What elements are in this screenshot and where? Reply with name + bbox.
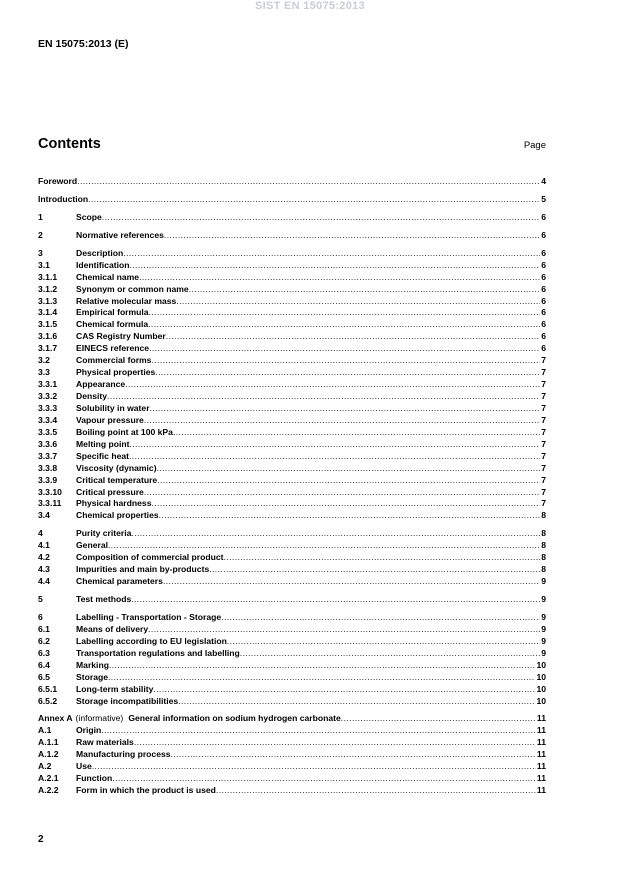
toc-entry-page: 6 <box>541 259 546 270</box>
toc-entry[interactable] <box>38 284 546 296</box>
toc-entry-number: 3.4 <box>38 510 50 521</box>
toc-entry-title: Boiling point at 100 kPa <box>76 426 173 437</box>
toc-entry-number: 3.3.1 <box>38 379 58 390</box>
toc-entry-number: 4.3 <box>38 564 50 575</box>
toc-entry[interactable] <box>38 260 546 272</box>
toc-entry-number: 4.4 <box>38 576 50 587</box>
toc-entry-title: Storage incompatibilities <box>76 695 179 706</box>
toc-entry-page: 6 <box>541 283 546 294</box>
toc-entry[interactable] <box>38 176 546 188</box>
toc-entry-number: 3.3.3 <box>38 402 58 413</box>
dot-leader <box>123 248 540 260</box>
dot-leader <box>176 296 540 308</box>
toc-entry-page: 5 <box>541 193 546 204</box>
toc-entry-number: 3.3 <box>38 367 50 378</box>
toc-entry-title: General <box>76 540 109 551</box>
dot-leader <box>163 576 540 588</box>
toc-entry-title: Density <box>76 391 108 401</box>
toc-entry-page: 7 <box>541 414 546 425</box>
toc-entry-page: 11 <box>536 785 546 796</box>
toc-entry-page: 7 <box>541 379 546 390</box>
dot-leader <box>129 451 540 463</box>
dot-leader <box>149 307 541 319</box>
toc-entry-title: Purity criteria <box>76 528 132 539</box>
toc-entry-page: 8 <box>541 540 546 551</box>
toc-entry-title: EINECS reference <box>76 343 150 354</box>
toc-entry[interactable] <box>38 594 546 606</box>
dot-leader <box>112 773 536 785</box>
dot-leader <box>144 415 540 427</box>
dot-leader <box>341 713 536 725</box>
toc-entry-number: A.2 <box>38 761 52 772</box>
toc-entry-title: Annex A <box>38 713 73 724</box>
toc-entry[interactable] <box>38 343 546 355</box>
dot-leader <box>77 176 540 188</box>
toc-entry-page: 7 <box>541 450 546 461</box>
toc-entry-page: 10 <box>536 671 546 682</box>
toc-entry-title: Synonym or common name <box>76 283 189 294</box>
toc-entry-title: Raw materials <box>76 737 134 748</box>
toc-entry-number: 6.3 <box>38 647 50 658</box>
toc-entry-number: 3.1.3 <box>38 295 58 306</box>
dot-leader <box>148 624 540 636</box>
toc-entry-number: A.2.1 <box>38 773 59 784</box>
toc-entry-page: 8 <box>541 528 546 539</box>
watermark: SIST EN 15075:2013 <box>255 0 365 12</box>
dot-leader <box>131 528 540 540</box>
toc-entry-title: Viscosity (dynamic) <box>76 462 157 473</box>
toc-entry[interactable] <box>38 660 546 672</box>
toc-entry-title: Origin <box>76 725 102 736</box>
toc-entry[interactable] <box>38 319 546 331</box>
toc-entry[interactable] <box>38 307 546 319</box>
toc-entry-number: 3.3.8 <box>38 462 58 473</box>
dot-leader <box>129 260 540 272</box>
document-id: EN 15075:2013 (E) <box>38 38 129 50</box>
toc-entry-page: 7 <box>541 367 546 378</box>
toc-entry-title: Transportation regulations and labelling <box>76 647 240 658</box>
dot-leader <box>131 594 540 606</box>
toc-entry-number: 6.5 <box>38 671 50 682</box>
toc-entry[interactable] <box>38 403 546 415</box>
toc-entry-title: Manufacturing process <box>76 749 171 760</box>
contents-heading: Contents <box>38 136 101 152</box>
toc-entry[interactable] <box>38 230 546 242</box>
dot-leader <box>102 212 540 224</box>
toc-entry-number: 5 <box>38 594 43 604</box>
toc-entry-page: 7 <box>541 355 546 366</box>
dot-leader <box>216 785 536 797</box>
toc-entry-number: A.2.2 <box>38 785 59 796</box>
toc-entry[interactable] <box>38 648 546 660</box>
toc-entry-page: 7 <box>541 498 546 509</box>
toc-entry[interactable] <box>38 212 546 224</box>
toc-entry-number: 3.2 <box>38 355 50 366</box>
toc-entry-number: 3.1.5 <box>38 319 58 330</box>
dot-leader <box>166 331 540 343</box>
toc-entry-title: Physical properties <box>76 367 156 378</box>
toc-entry-title: Chemical parameters <box>76 576 163 587</box>
dot-leader <box>159 510 541 522</box>
toc-entry-number: 3.1 <box>38 259 50 270</box>
toc-entry-page: 9 <box>541 623 546 634</box>
dot-leader <box>108 540 540 552</box>
dot-leader <box>88 194 540 206</box>
toc-entry-title: Introduction <box>38 193 89 204</box>
toc-entry-number: 6.5.1 <box>38 683 58 694</box>
toc-entry-page: 9 <box>541 594 546 604</box>
toc-entry[interactable] <box>38 272 546 284</box>
dot-leader <box>157 475 540 487</box>
toc-entry-number: 6 <box>38 611 43 622</box>
dot-leader <box>134 737 536 749</box>
toc-entry-page: 10 <box>536 695 546 706</box>
toc-entry-number: 3.1.6 <box>38 331 58 342</box>
toc-entry-title: Scope <box>76 211 102 222</box>
toc-entry-number: 6.4 <box>38 659 50 670</box>
toc-entry[interactable] <box>38 785 546 797</box>
toc-entry-title: Test methods <box>76 594 132 604</box>
dot-leader <box>150 403 541 415</box>
toc-entry[interactable] <box>38 498 546 510</box>
toc-entry-number: 3 <box>38 247 43 258</box>
toc-entry-page: 11 <box>536 737 546 748</box>
toc-entry[interactable] <box>38 194 546 206</box>
toc-entry-title: Labelling according to EU legislation <box>76 635 227 646</box>
toc-entry-title: Appearance <box>76 379 126 390</box>
toc-entry[interactable] <box>38 451 546 463</box>
toc-entry[interactable] <box>38 737 546 749</box>
toc-entry-number: 1 <box>38 211 43 222</box>
dot-leader <box>92 761 536 773</box>
toc-entry-title: Empirical formula <box>76 307 149 318</box>
toc-entry-title: Normative references <box>76 229 164 240</box>
toc-entry-number: 3.1.7 <box>38 343 58 354</box>
dot-leader <box>125 379 540 391</box>
toc-entry-page: 6 <box>541 295 546 306</box>
toc-entry-number: 3.3.4 <box>38 414 58 425</box>
toc-entry-page: 11 <box>536 773 546 784</box>
toc-entry[interactable] <box>38 331 546 343</box>
toc-entry-title: Vapour pressure <box>76 414 144 425</box>
toc-entry-number: 3.3.2 <box>38 391 58 401</box>
toc-entry[interactable] <box>38 296 546 308</box>
toc-entry[interactable] <box>38 749 546 761</box>
toc-entry[interactable] <box>38 528 546 540</box>
toc-entry[interactable] <box>38 487 546 499</box>
toc-entry-page: 6 <box>541 343 546 354</box>
toc-entry[interactable] <box>38 540 546 552</box>
toc-entry-annex-title: General information on sodium hydrogen carbonate <box>128 713 341 724</box>
toc-entry-title: Foreword <box>38 176 78 186</box>
toc-entry-title: Marking <box>76 659 109 670</box>
toc-entry[interactable] <box>38 439 546 451</box>
toc-entry-page: 4 <box>541 176 546 186</box>
toc-entry[interactable] <box>38 391 546 403</box>
toc-entry-page: 6 <box>541 319 546 330</box>
toc-entry-number: 6.5.2 <box>38 695 58 706</box>
dot-leader <box>164 230 540 242</box>
toc-entry-number: A.1 <box>38 725 52 736</box>
toc-entry[interactable] <box>38 379 546 391</box>
dot-leader <box>151 498 540 510</box>
dot-leader <box>227 636 540 648</box>
toc-entry-title: CAS Registry Number <box>76 331 166 342</box>
toc-entry-title: Function <box>76 773 113 784</box>
toc-entry-note: (informative) <box>75 713 124 724</box>
toc-entry-title: Chemical name <box>76 271 140 282</box>
toc-entry-number: 4.2 <box>38 552 50 563</box>
toc-entry-number: 2 <box>38 229 43 240</box>
toc-entry[interactable] <box>38 725 546 737</box>
toc-entry-title: Relative molecular mass <box>76 295 177 306</box>
toc-entry-page: 8 <box>541 510 546 521</box>
toc-entry-page: 6 <box>541 211 546 222</box>
toc-entry[interactable] <box>38 248 546 260</box>
toc-entry[interactable] <box>38 552 546 564</box>
toc-entry-title: Form in which the product is used <box>76 785 216 796</box>
dot-leader <box>151 355 540 367</box>
toc-entry-number: 3.3.9 <box>38 474 58 485</box>
toc-entry-page: 9 <box>541 576 546 587</box>
toc-entry[interactable] <box>38 612 546 624</box>
toc-entry-number: 3.3.7 <box>38 450 58 461</box>
toc-entry-title: Chemical formula <box>76 319 149 330</box>
toc-entry-title: Long-term stability <box>76 683 154 694</box>
toc-entry-title: Use <box>76 761 92 772</box>
toc-entry-number: A.1.2 <box>38 749 59 760</box>
toc-entry-page: 7 <box>541 438 546 449</box>
toc-entry-title: Solubility in water <box>76 402 150 413</box>
toc-entry-page: 10 <box>536 683 546 694</box>
toc-entry[interactable] <box>38 624 546 636</box>
toc-entry-number: 3.1.1 <box>38 271 58 282</box>
dot-leader <box>148 319 540 331</box>
toc-entry[interactable] <box>38 713 546 725</box>
toc-entry-page: 11 <box>536 749 546 760</box>
toc-entry-page: 9 <box>541 611 546 622</box>
page-number: 2 <box>38 834 44 845</box>
dot-leader <box>109 660 535 672</box>
toc-entry-page: 7 <box>541 391 546 401</box>
toc-entry-page: 11 <box>536 713 546 724</box>
toc-entry-page: 8 <box>541 552 546 563</box>
toc-entry-page: 7 <box>541 426 546 437</box>
toc-entry-page: 9 <box>541 647 546 658</box>
toc-entry-number: 3.1.2 <box>38 283 58 294</box>
toc-entry-title: Critical temperature <box>76 474 158 485</box>
table-of-contents <box>38 176 546 797</box>
dot-leader <box>129 439 540 451</box>
toc-entry[interactable] <box>38 463 546 475</box>
dot-leader <box>178 696 535 708</box>
dot-leader <box>173 427 540 439</box>
toc-entry-title: Labelling - Transportation - Storage <box>76 611 222 622</box>
toc-entry-number: 3.3.6 <box>38 438 58 449</box>
toc-entry-page: 11 <box>536 761 546 772</box>
dot-leader <box>189 284 541 296</box>
toc-entry-page: 6 <box>541 247 546 258</box>
toc-entry[interactable] <box>38 761 546 773</box>
toc-entry-page: 7 <box>541 486 546 497</box>
dot-leader <box>107 391 540 403</box>
toc-entry[interactable] <box>38 696 546 708</box>
dot-leader <box>221 612 540 624</box>
dot-leader <box>108 672 535 684</box>
toc-entry-title: Physical hardness <box>76 498 152 509</box>
toc-entry-number: 4 <box>38 528 43 539</box>
toc-entry-title: Identification <box>76 259 130 270</box>
toc-entry-number: 6.1 <box>38 623 50 634</box>
toc-entry-page: 6 <box>541 307 546 318</box>
toc-entry-number: 4.1 <box>38 540 50 551</box>
toc-entry-page: 6 <box>541 229 546 240</box>
toc-entry-number: 3.3.10 <box>38 486 62 497</box>
toc-entry-page: 6 <box>541 271 546 282</box>
toc-entry-title: Composition of commercial product <box>76 552 224 563</box>
toc-entry-page: 8 <box>541 564 546 575</box>
dot-leader <box>157 463 541 475</box>
page-column-label: Page <box>523 140 546 151</box>
dot-leader <box>209 564 540 576</box>
toc-entry-page: 11 <box>536 725 546 736</box>
dot-leader <box>155 367 540 379</box>
toc-entry-title: Melting point <box>76 438 130 449</box>
dot-leader <box>101 725 536 737</box>
toc-entry[interactable] <box>38 636 546 648</box>
toc-entry-page: 7 <box>541 474 546 485</box>
toc-entry[interactable] <box>38 684 546 696</box>
toc-entry-page: 7 <box>541 402 546 413</box>
toc-entry-number: 3.3.5 <box>38 426 58 437</box>
toc-entry[interactable] <box>38 475 546 487</box>
toc-entry-page: 7 <box>541 462 546 473</box>
toc-entry[interactable] <box>38 576 546 588</box>
dot-leader <box>144 487 540 499</box>
toc-entry[interactable] <box>38 510 546 522</box>
toc-entry-number: 6.2 <box>38 635 50 646</box>
toc-entry-title: Commercial forms <box>76 355 152 366</box>
toc-entry[interactable] <box>38 415 546 427</box>
toc-entry-title: Description <box>76 247 124 258</box>
toc-entry[interactable] <box>38 564 546 576</box>
toc-entry-title: Means of delivery <box>76 623 149 634</box>
toc-entry-title: Impurities and main by-products <box>76 564 210 575</box>
toc-entry-page: 9 <box>541 635 546 646</box>
dot-leader <box>149 343 540 355</box>
toc-entry-title: Critical pressure <box>76 486 144 497</box>
toc-entry-page: 6 <box>541 331 546 342</box>
toc-entry[interactable] <box>38 672 546 684</box>
toc-entry-page: 10 <box>536 659 546 670</box>
toc-entry-title: Chemical properties <box>76 510 159 521</box>
toc-entry-number: A.1.1 <box>38 737 59 748</box>
toc-entry[interactable] <box>38 773 546 785</box>
dot-leader <box>224 552 541 564</box>
toc-entry-number: 3.1.4 <box>38 307 58 318</box>
dot-leader <box>139 272 540 284</box>
dot-leader <box>240 648 540 660</box>
dot-leader <box>171 749 536 761</box>
toc-entry-title: Specific heat <box>76 450 130 461</box>
toc-entry-title: Storage <box>76 671 108 682</box>
dot-leader <box>153 684 535 696</box>
toc-entry[interactable] <box>38 367 546 379</box>
toc-entry[interactable] <box>38 355 546 367</box>
toc-entry[interactable] <box>38 427 546 439</box>
toc-entry-number: 3.3.11 <box>38 498 62 509</box>
